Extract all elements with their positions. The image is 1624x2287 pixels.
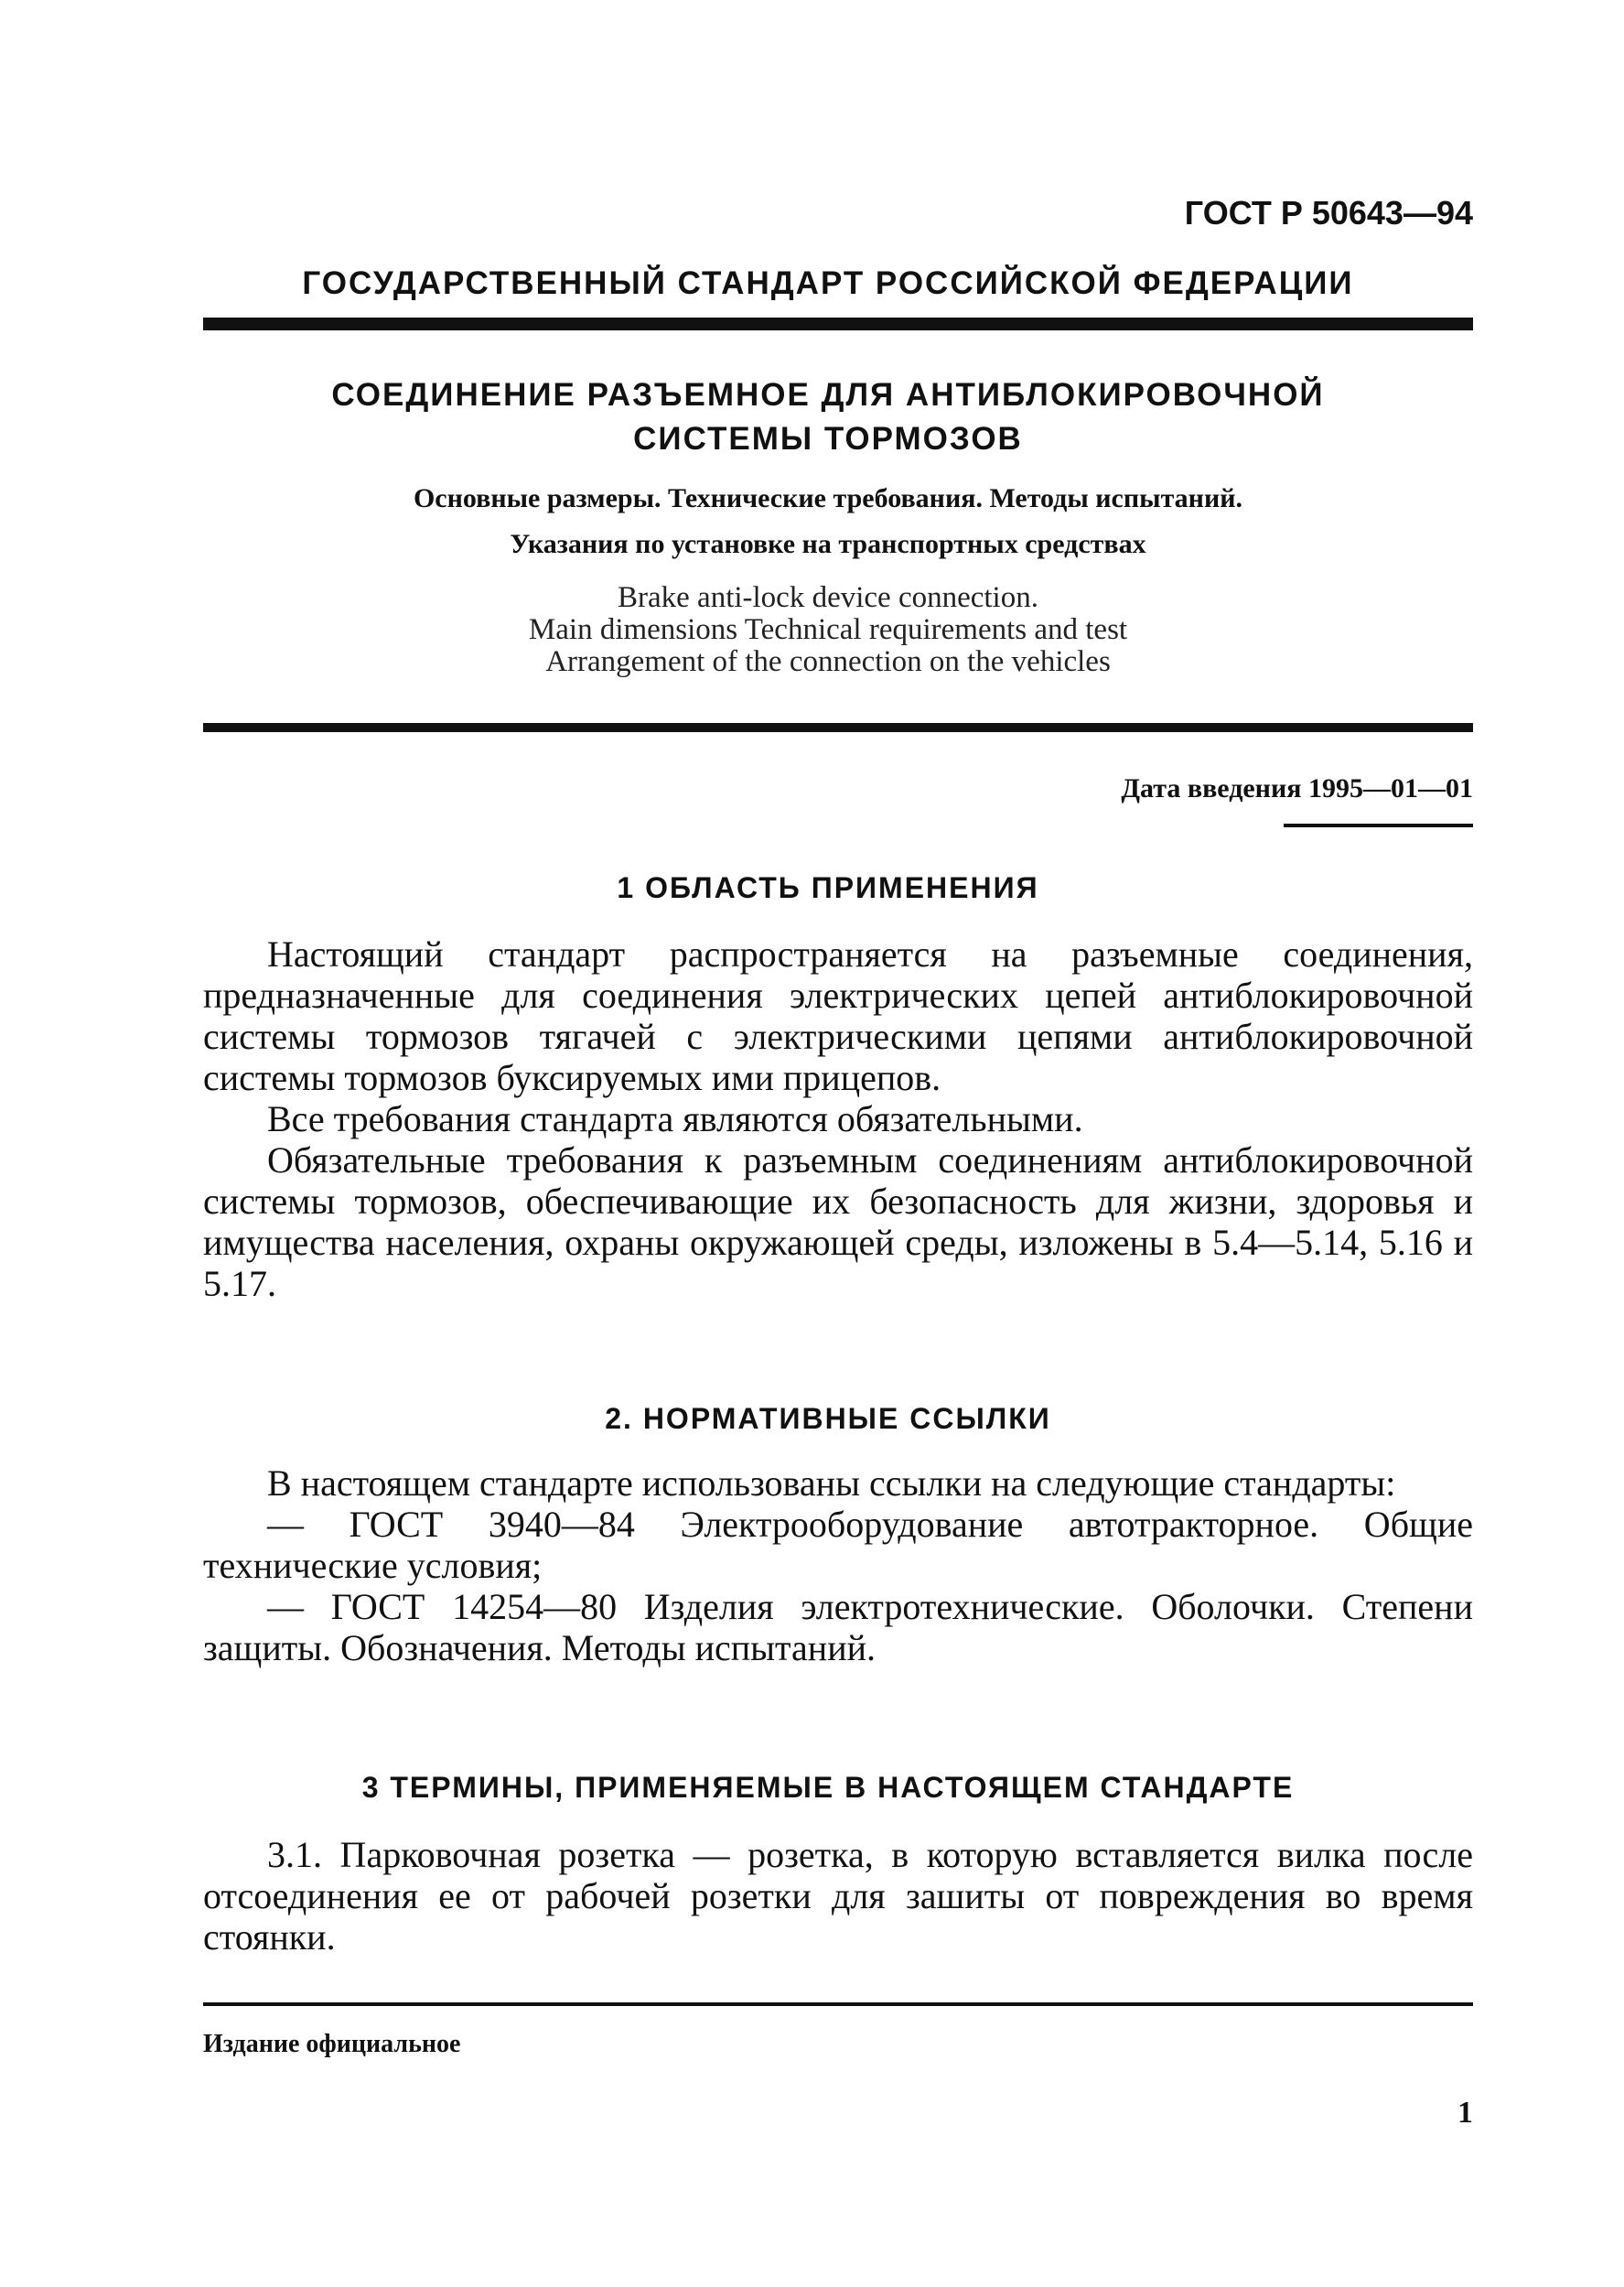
section-1-heading: 1 ОБЛАСТЬ ПРИМЕНЕНИЯ: [617, 871, 1039, 904]
official-edition-label: Издание официальное: [203, 2030, 461, 2058]
standard-code: ГОСТ Р 50643—94: [1184, 194, 1473, 232]
introduction-date: Дата введения 1995—01—01: [1121, 773, 1473, 804]
top-rule: [203, 318, 1473, 330]
document-subtitle: [183, 476, 1473, 567]
section-2-body: [203, 1462, 1473, 1668]
subtitle-line-1: Основные размеры. Технические требования. Методы испытаний.: [413, 483, 1243, 513]
section-3-body: [203, 1834, 1473, 1958]
section-2-reference-2: — ГОСТ 14254—80 Изделия электротехнические. Оболочки. Степени защиты. Обозначения. Методы испытаний.: [203, 1586, 1473, 1668]
english-title-line-1: Brake anti-lock device connection.: [618, 581, 1038, 614]
document-title: [183, 373, 1473, 461]
section-2-paragraph-1: В настоящем стандарте использованы ссылки на следующие стандарты:: [267, 1462, 1396, 1504]
title-line-2: СИСТЕМЫ ТОРМОЗОВ: [633, 421, 1023, 457]
page-number: 1: [1457, 2096, 1473, 2130]
section-1-paragraph-2: Все требования стандарта являются обязательными.: [267, 1098, 1083, 1139]
title-line-1: СОЕДИНЕНИЕ РАЗЪЕМНОЕ ДЛЯ АНТИБЛОКИРОВОЧНОЙ: [331, 377, 1325, 413]
date-underline: [1284, 824, 1473, 827]
section-1-paragraph-1: Настоящий стандарт распространяется на разъемные соединения, предназначенные для соединения электрических цепей антиблокировочной системы тормозов тягачей с электрическими цепями антиблокировочной системы тормозов буксируемых ими прицепов.: [203, 933, 1473, 1098]
section-2-heading: 2. НОРМАТИВНЫЕ ССЫЛКИ: [605, 1402, 1051, 1435]
title-rule: [203, 723, 1473, 732]
section-3-paragraph-1: 3.1. Парковочная розетка — розетка, в которую вставляется вилка после отсоединения ее от рабочей розетки для зашиты от повреждения во время стоянки.: [203, 1834, 1473, 1958]
english-title: [183, 582, 1473, 678]
section-1-paragraph-3: Обязательные требования к разъемным соединениям антиблокировочной системы тормозов, обеспечивающие их безопасность для жизни, здоровья и имущества населения, охраны окружающей среды, изложены в 5.4—5.14, 5.16 и 5.17.: [203, 1139, 1473, 1304]
subtitle-line-2: Указания по установке на транспортных средствах: [510, 529, 1146, 559]
section-2-reference-1: — ГОСТ 3940—84 Электрооборудование автотракторное. Общие технические условия;: [203, 1504, 1473, 1586]
english-title-line-2: Main dimensions Technical requirements and test: [528, 613, 1128, 646]
section-1-body: [203, 933, 1473, 1304]
section-3-heading: 3 ТЕРМИНЫ, ПРИМЕНЯЕМЫЕ В НАСТОЯЩЕМ СТАНДАРТЕ: [361, 1771, 1295, 1804]
english-title-line-3: Arrangement of the connection on the vehicles: [545, 645, 1111, 678]
state-standard-heading: ГОСУДАРСТВЕННЫЙ СТАНДАРТ РОССИЙСКОЙ ФЕДЕРАЦИИ: [302, 265, 1354, 301]
footer-rule: [203, 2002, 1473, 2006]
